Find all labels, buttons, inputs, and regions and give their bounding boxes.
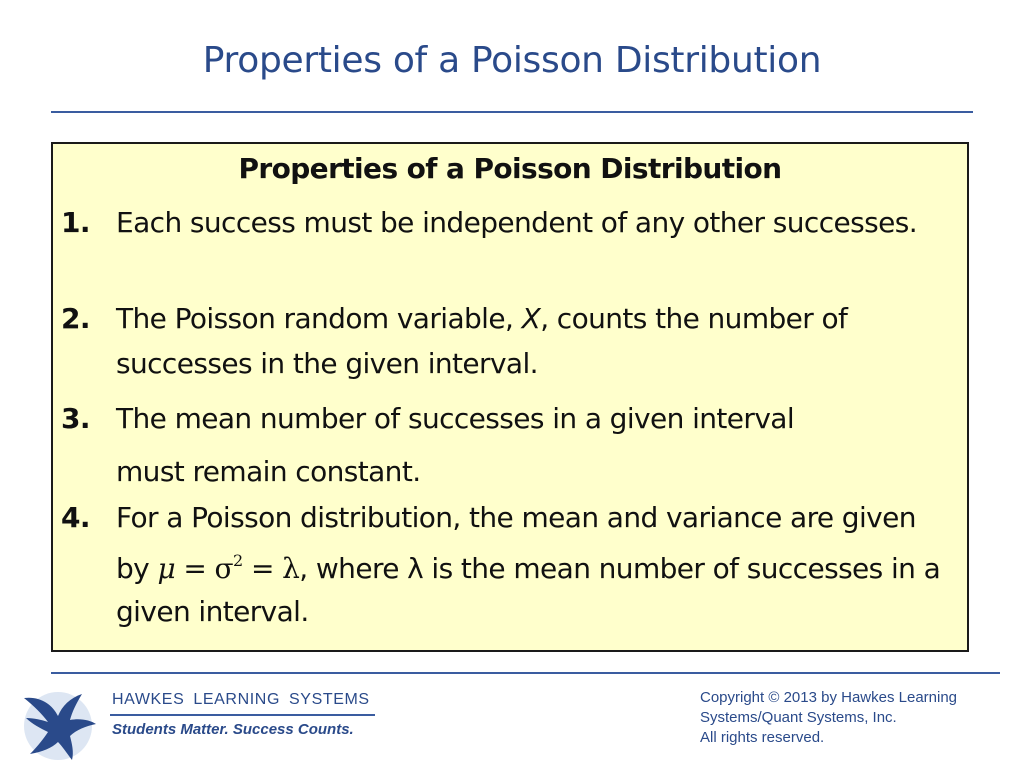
copyright-notice [700, 688, 1010, 748]
item-text [116, 496, 951, 633]
random-variable: X [521, 302, 541, 335]
item-text-before: For a Poisson distribution, the mean and variance are given by [116, 501, 916, 585]
equals-sign: = [242, 552, 283, 585]
eagle-icon [18, 684, 100, 762]
item-number: 1. [61, 206, 90, 239]
item-line-2: must remain constant. [116, 455, 421, 488]
tagline: Students Matter. Success Counts. [112, 721, 354, 738]
item-number: 4. [61, 501, 90, 534]
copyright-line: All rights reserved. [700, 729, 825, 746]
item-text-before: The Poisson random variable, [116, 302, 522, 335]
page-title: Properties of a Poisson Distribution [202, 40, 822, 81]
lambda-symbol: λ [282, 552, 300, 585]
exponent: 2 [233, 551, 243, 570]
copyright-line: Systems/Quant Systems, Inc. [700, 709, 897, 726]
item-text-after: , counts the number of successes in the given interval. [116, 302, 848, 380]
company-name: HAWKES LEARNING SYSTEMS [112, 691, 370, 708]
item-text-after: , where λ is the mean number of successes in a given interval. [116, 552, 941, 628]
mean-variance-formula [157, 552, 299, 585]
item-text: Each success must be independent of any other successes. [116, 206, 918, 239]
box-heading: Properties of a Poisson Distribution [238, 152, 782, 185]
copyright-line: Copyright © 2013 by Hawkes Learning [700, 689, 958, 706]
equals-sign: = [175, 552, 215, 585]
item-line-1: The mean number of successes in a given interval [116, 402, 795, 435]
properties-box [51, 142, 969, 652]
sigma-symbol: σ [214, 552, 234, 585]
company-underline [110, 714, 375, 716]
item-text [116, 392, 951, 498]
item-number: 3. [61, 402, 90, 435]
item-text [116, 296, 951, 386]
title-divider [51, 111, 973, 113]
footer-divider [51, 672, 1000, 674]
item-number: 2. [61, 302, 90, 335]
mu-symbol: μ [157, 552, 176, 585]
